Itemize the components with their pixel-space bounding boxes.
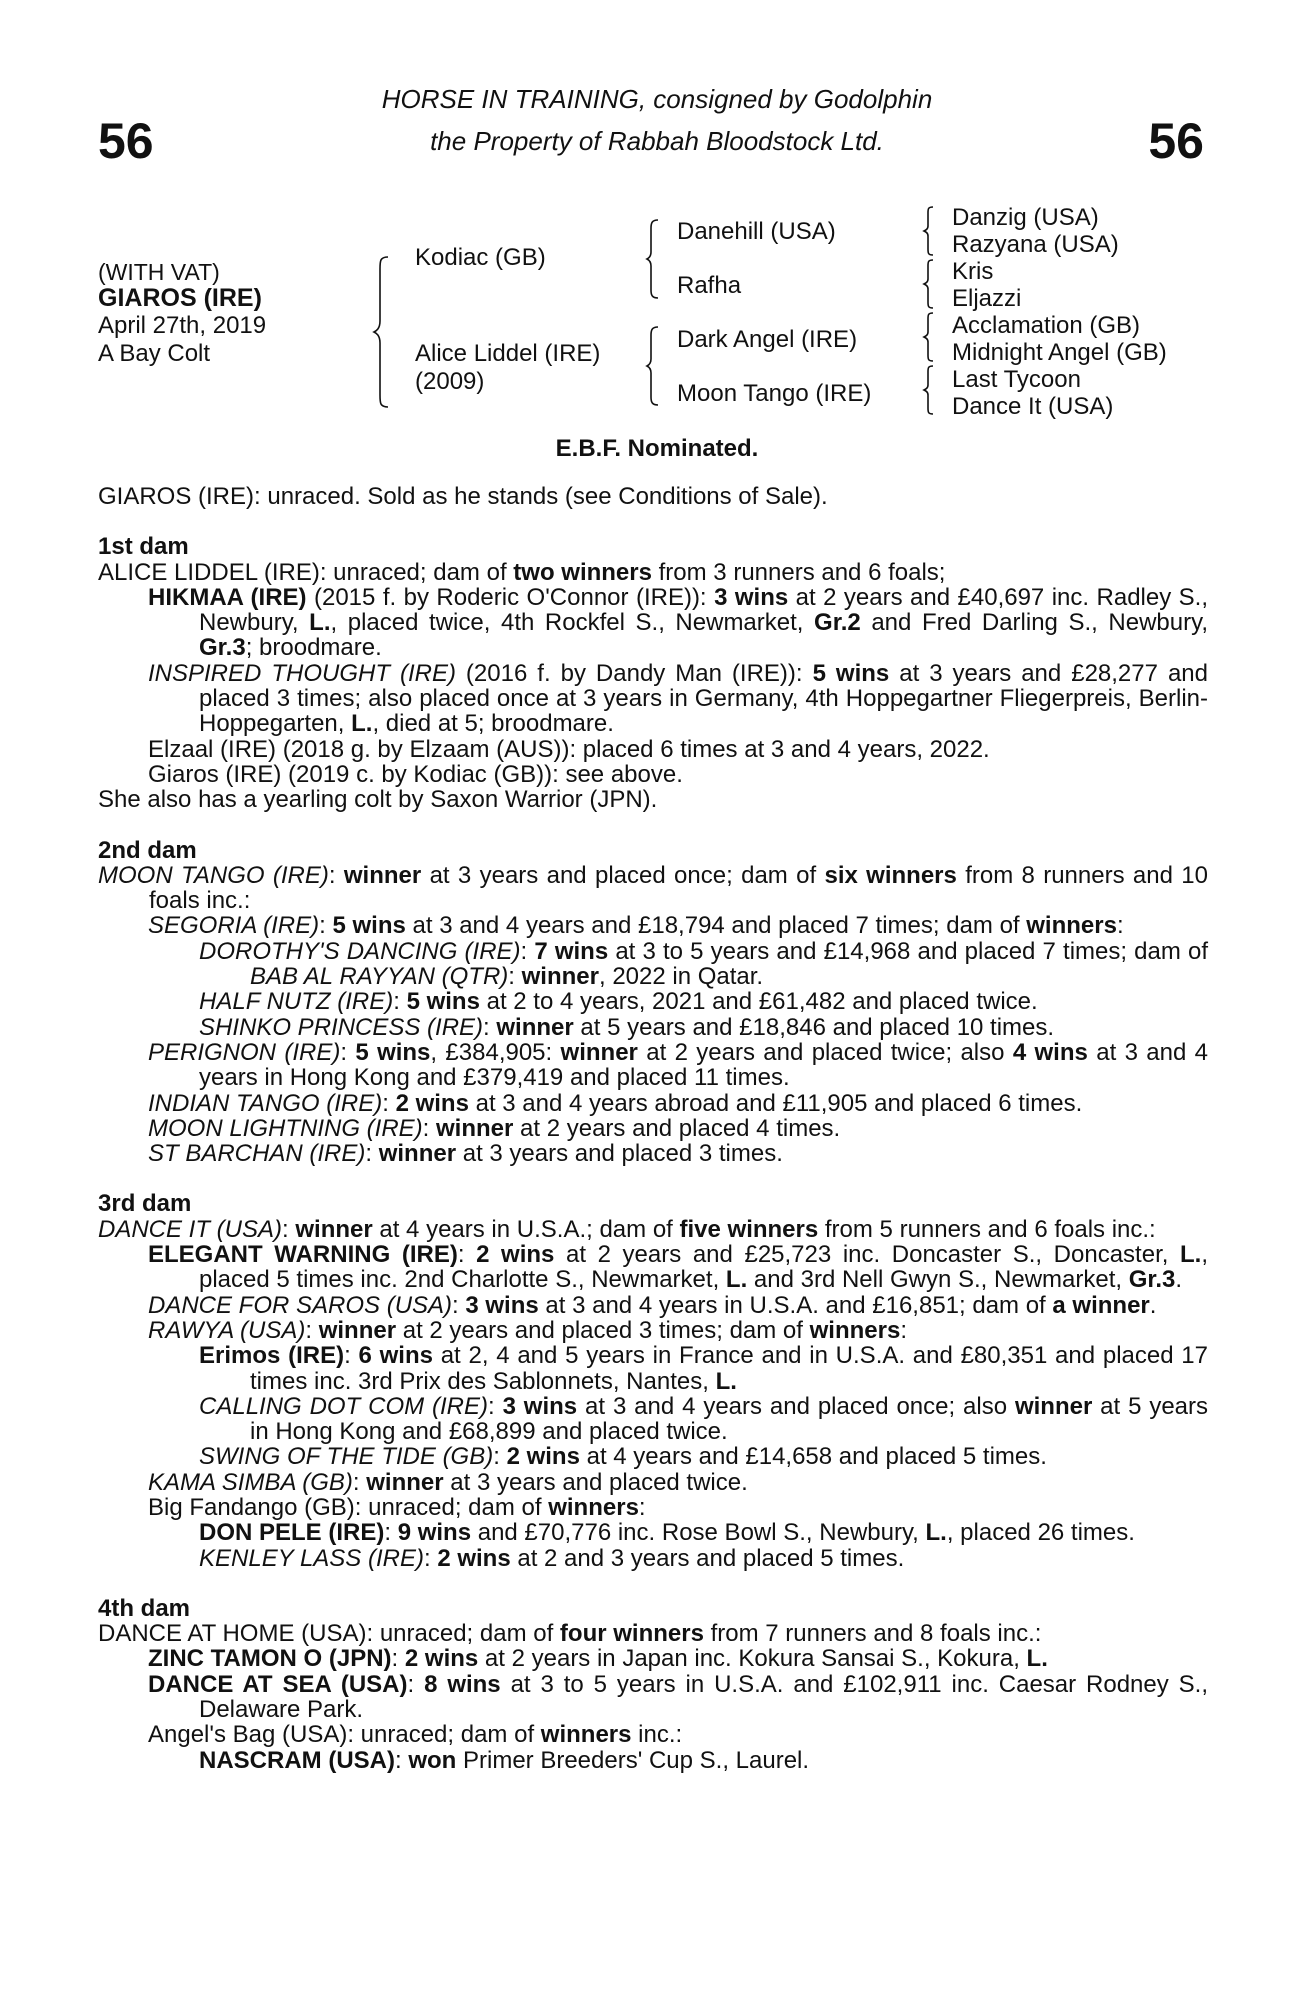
catalogue-body bbox=[98, 484, 1208, 1773]
third-dam-entry: DANCE IT (USA): winner at 4 years in U.S.A.; dam of five winners from 5 runners and 6 foals inc.: bbox=[98, 1215, 1156, 1243]
produce-elegant-warning: ELEGANT WARNING (IRE): 2 wins at 2 years and £25,723 inc. Doncaster S., Doncaster, L., placed 5 times inc. 2nd Charlotte S., Newmarket, L. and 3rd Nell Gwyn S., Newmarket, Gr.3. bbox=[148, 1241, 1208, 1294]
produce-big-fandango: Big Fandango (GB): unraced; dam of winners: bbox=[148, 1493, 646, 1521]
produce-kenley-lass: KENLEY LASS (IRE): 2 wins at 2 and 3 years and placed 5 times. bbox=[199, 1544, 905, 1572]
produce-giaros: Giaros (IRE) (2019 c. by Kodiac (GB)): see above. bbox=[148, 760, 683, 788]
produce-shinko-princess: SHINKO PRINCESS (IRE): winner at 5 years and £18,846 and placed 10 times. bbox=[199, 1013, 1055, 1041]
pedigree-g3: Kris bbox=[952, 258, 994, 285]
horse-description: A Bay Colt bbox=[98, 340, 211, 367]
produce-dorothys-dancing: DOROTHY'S DANCING (IRE): 7 wins at 3 to 5 years and £14,968 and placed 7 times; dam of BAB AL RAYYAN (QTR): winner, 2022 in Qatar. bbox=[199, 937, 1209, 991]
pedigree-brace-g3 bbox=[922, 311, 936, 363]
lot-number-left: 56 bbox=[98, 113, 154, 169]
produce-erimos: Erimos (IRE): 6 wins at 2, 4 and 5 years in France and in U.S.A. and £80,351 and placed 17 times inc. 3rd Prix des Sablonnets, Nantes, L. bbox=[199, 1342, 1209, 1395]
pedigree-dam-dam: Moon Tango (IRE) bbox=[677, 380, 872, 407]
first-dam-entry: ALICE LIDDEL (IRE): unraced; dam of two winners from 3 runners and 6 foals; bbox=[98, 558, 946, 586]
yearling-note: She also has a yearling colt by Saxon Warrior (JPN). bbox=[98, 786, 658, 814]
produce-calling-dot-com: CALLING DOT COM (IRE): 3 wins at 3 and 4 years and placed once; also winner at 5 years in Hong Kong and £68,899 and placed twice. bbox=[199, 1392, 1209, 1446]
header-line-2: the Property of Rabbah Bloodstock Ltd. bbox=[430, 126, 884, 156]
pedigree-brace-g2 bbox=[922, 258, 936, 310]
produce-rawya: RAWYA (USA): winner at 2 years and placed 3 times; dam of winners: bbox=[148, 1316, 907, 1344]
produce-kama-simba: KAMA SIMBA (GB): winner at 3 years and placed twice. bbox=[148, 1468, 748, 1496]
produce-moon-lightning: MOON LIGHTNING (IRE): winner at 2 years and placed 4 times. bbox=[148, 1114, 841, 1142]
pedigree-brace-g4 bbox=[922, 364, 936, 416]
fourth-dam-entry: DANCE AT HOME (USA): unraced; dam of four winners from 7 runners and 8 foals inc.: bbox=[98, 1620, 1042, 1648]
intro-line: GIAROS (IRE): unraced. Sold as he stands (see Conditions of Sale). bbox=[98, 483, 828, 510]
produce-inspired-thought: INSPIRED THOUGHT (IRE) (2016 f. by Dandy Man (IRE)): 5 wins at 3 years and £28,277 and placed 3 times; also placed once at 3 years in Germany, 4th Hoppegartner Fliegerpreis, Berlin-Hoppegarten, L., died at 5; broodmare. bbox=[148, 659, 1208, 738]
pedigree-g1: Danzig (USA) bbox=[952, 204, 1099, 231]
pedigree-g5: Acclamation (GB) bbox=[952, 312, 1141, 339]
produce-hikmaa: HIKMAA (IRE) (2015 f. by Roderic O'Connor (IRE)): 3 wins at 2 years and £40,697 inc. Radley S., Newbury, L., placed twice, 4th Rockfel S., Newmarket, Gr.2 and Fred Darling S., Newbury, Gr.3; broodmare. bbox=[148, 583, 1209, 662]
pedigree-g2: Razyana (USA) bbox=[952, 231, 1119, 258]
produce-dance-for-saros: DANCE FOR SAROS (USA): 3 wins at 3 and 4 years in U.S.A. and £16,851; dam of a winner. bbox=[148, 1291, 1157, 1319]
produce-swing-of-the-tide: SWING OF THE TIDE (GB): 2 wins at 4 years and £14,658 and placed 5 times. bbox=[199, 1443, 1047, 1471]
produce-indian-tango: INDIAN TANGO (IRE): 2 wins at 3 and 4 years abroad and £11,905 and placed 6 times. bbox=[148, 1089, 1083, 1117]
header-line-1: HORSE IN TRAINING, consigned by Godolphin bbox=[381, 84, 933, 114]
pedigree-brace-dam bbox=[645, 325, 661, 407]
produce-dance-at-sea: DANCE AT SEA (USA): 8 wins at 3 to 5 years in U.S.A. and £102,911 inc. Caesar Rodney S., Delaware Park. bbox=[148, 1670, 1209, 1724]
pedigree-g7: Last Tycoon bbox=[952, 366, 1081, 393]
produce-perignon: PERIGNON (IRE): 5 wins, £384,905: winner at 2 years and placed twice; also 4 wins at 3 and 4 years in Hong Kong and £379,419 and placed 11 times. bbox=[148, 1038, 1208, 1092]
produce-st-barchan: ST BARCHAN (IRE): winner at 3 years and placed 3 times. bbox=[148, 1140, 783, 1168]
ebf-nominated: E.B.F. Nominated. bbox=[555, 435, 759, 462]
horse-name: GIAROS (IRE) bbox=[98, 284, 262, 312]
heading-1st-dam: 1st dam bbox=[98, 533, 189, 561]
pedigree-dam-sire: Dark Angel (IRE) bbox=[677, 326, 858, 353]
lot-number-right: 56 bbox=[1148, 113, 1204, 169]
produce-angels-bag: Angel's Bag (USA): unraced; dam of winners inc.: bbox=[148, 1721, 683, 1749]
pedigree-dam-year: (2009) bbox=[415, 368, 485, 395]
pedigree-g6: Midnight Angel (GB) bbox=[952, 339, 1167, 366]
pedigree-g4: Eljazzi bbox=[952, 285, 1022, 312]
heading-4th-dam: 4th dam bbox=[98, 1594, 191, 1622]
produce-half-nutz: HALF NUTZ (IRE): 5 wins at 2 to 4 years, 2021 and £61,482 and placed twice. bbox=[199, 988, 1038, 1016]
vat-note: (WITH VAT) bbox=[98, 259, 220, 285]
produce-segoria: SEGORIA (IRE): 5 wins at 3 and 4 years and £18,794 and placed 7 times; dam of winners: bbox=[148, 912, 1124, 940]
pedigree-brace-sire bbox=[645, 218, 661, 300]
pedigree-sire-sire: Danehill (USA) bbox=[677, 218, 836, 245]
heading-2nd-dam: 2nd dam bbox=[98, 836, 197, 864]
produce-elzaal: Elzaal (IRE) (2018 g. by Elzaam (AUS)): placed 6 times at 3 and 4 years, 2022. bbox=[148, 735, 990, 763]
pedigree-sire: Kodiac (GB) bbox=[415, 244, 546, 271]
produce-nascram: NASCRAM (USA): won Primer Breeders' Cup S., Laurel. bbox=[199, 1746, 810, 1774]
horse-foaled: April 27th, 2019 bbox=[98, 312, 267, 339]
pedigree-sire-dam: Rafha bbox=[677, 272, 742, 299]
pedigree-g8: Dance It (USA) bbox=[952, 393, 1114, 420]
produce-zinc-tamon-o: ZINC TAMON O (JPN): 2 wins at 2 years in Japan inc. Kokura Sansai S., Kokura, L. bbox=[148, 1645, 1048, 1673]
pedigree-brace-g1 bbox=[922, 205, 936, 257]
pedigree-brace-main bbox=[372, 255, 392, 410]
second-dam-entry: MOON TANGO (IRE): winner at 3 years and placed once; dam of six winners from 8 runners and 10 foals inc.: bbox=[98, 861, 1208, 915]
produce-don-pele: DON PELE (IRE): 9 wins and £70,776 inc. Rose Bowl S., Newbury, L., placed 26 times. bbox=[199, 1519, 1135, 1547]
heading-3rd-dam: 3rd dam bbox=[98, 1190, 192, 1218]
pedigree-dam: Alice Liddel (IRE) bbox=[415, 340, 601, 367]
